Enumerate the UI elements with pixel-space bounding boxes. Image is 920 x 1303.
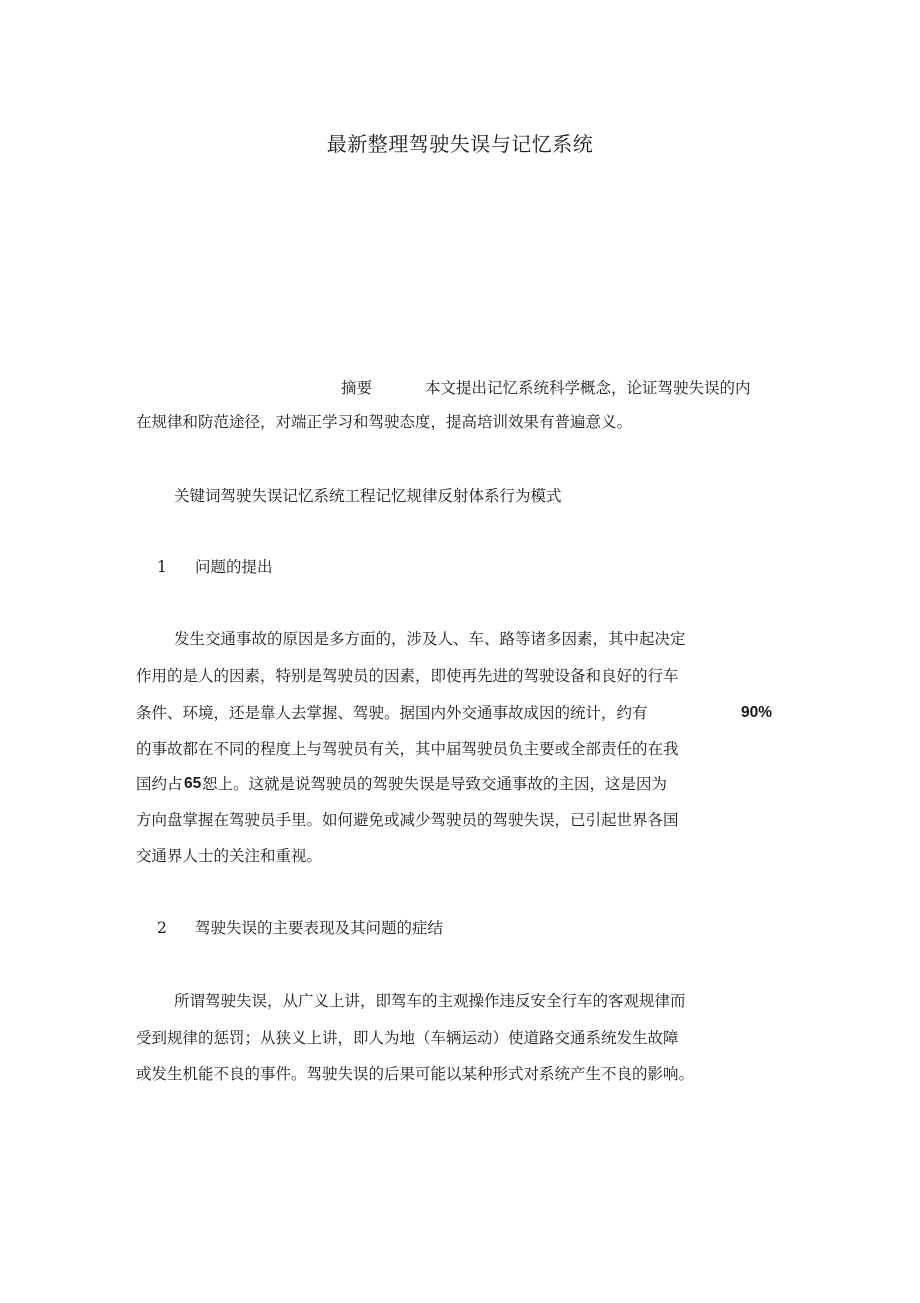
section-1-paragraph-line: 的事故都在不同的程度上与驾驶员有关，其中届驾驶员负主要或全部责任的在我 [136,740,679,758]
section-1-paragraph-line-rest: 恕上。这就是说驾驶员的驾驶失误是导致交通事故的主因，这是因为 [202,775,668,793]
section-2-heading: 驾驶失误的主要表现及其问题的症结 [195,919,444,937]
section-2-paragraph-line: 或发生机能不良的事件。驾驶失误的后果可能以某种形式对系统产生不良的影响。 [136,1065,695,1083]
section-2-number: 2 [157,919,167,937]
abstract-label: 摘要 [341,379,373,397]
section-1-paragraph-line: 条件、环境，还是靠人去掌握、驾驶。据国内外交通事故成因的统计，约有 [136,704,648,722]
section-1-number: 1 [157,558,167,576]
keywords: 关键词驾驶失误记忆系统工程记忆规律反射体系行为模式 [174,487,562,505]
section-2-paragraph-line: 所谓驾驶失误，从广义上讲，即驾车的主观操作违反安全行车的客观规律而 [174,992,686,1010]
document-title: 最新整理驾驶失误与记忆系统 [326,132,594,156]
section-1-paragraph-line: 发生交通事故的原因是多方面的，涉及人、车、路等诸多因素，其中起决定 [174,630,686,648]
abstract-text-line-2: 在规律和防范途径，对端正学习和驾驶态度，提高培训效果有普遍意义。 [136,413,633,431]
section-2-paragraph-line: 受到规律的惩罚；从狭义上讲，即人为地（车辆运动）使道路交通系统发生故障 [136,1029,679,1047]
section-1-paragraph-line-start: 国约占 [136,775,183,793]
section-1-heading: 问题的提出 [195,558,273,576]
section-1-paragraph-line: 作用的是人的因素，特别是驾驶员的因素，即使再先进的驾驶设备和良好的行车 [136,667,679,685]
abstract-text-line-1: 本文提出记忆系统科学概念，论证驾驶失误的内 [425,379,751,397]
section-1-paragraph-line: 交通界人士的关注和重视。 [136,847,323,865]
number-65: 65 [184,775,202,792]
percentage-90: 90% [741,704,773,721]
section-1-paragraph-line: 方向盘掌握在驾驶员手里。如何避免或减少驾驶员的驾驶失误，已引起世界各国 [136,811,679,829]
